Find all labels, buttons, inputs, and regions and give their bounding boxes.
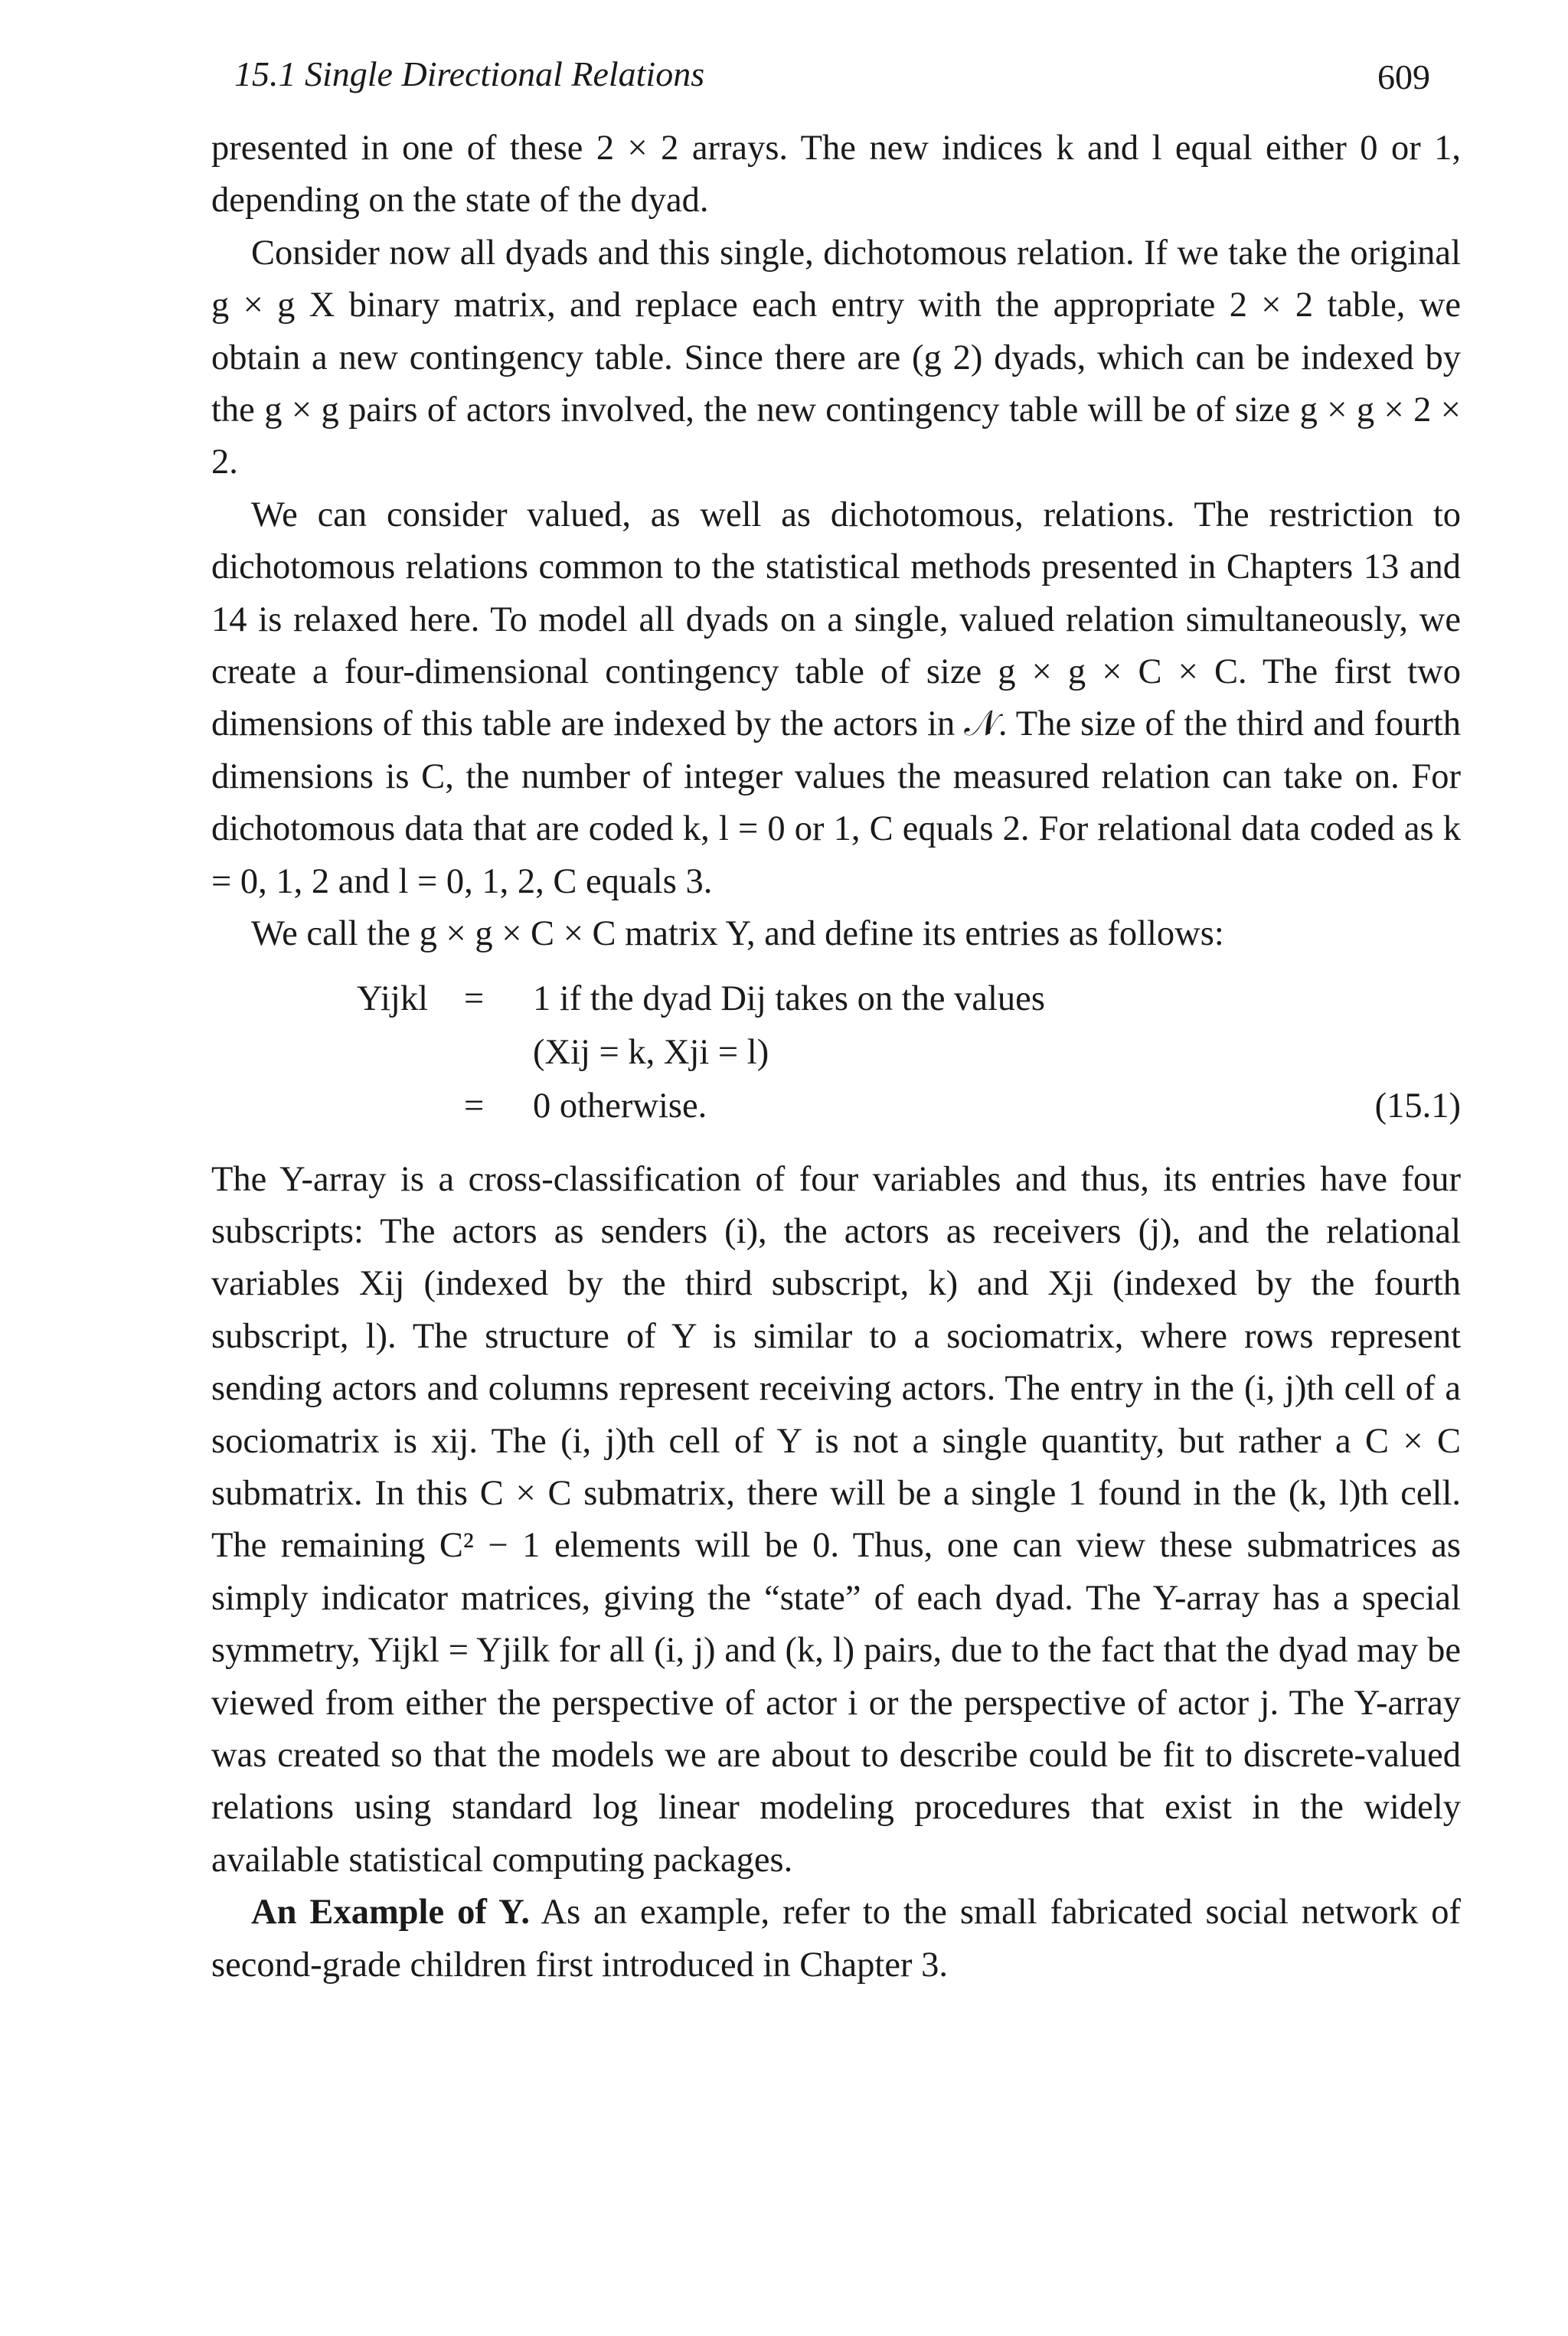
- paragraph-6-text: As an example, refer to the small fabricated social network of second-grade children first introduced in Chapter 3.: [211, 1893, 1461, 1985]
- equation-case-2: 0 otherwise.: [533, 1086, 707, 1126]
- equation-equals-2: =: [464, 1086, 485, 1126]
- section-heading: An Example of Y.: [251, 1893, 531, 1933]
- running-title: 15.1 Single Directional Relations: [234, 54, 705, 93]
- equation-condition: (Xij = k, Xji = l): [533, 1032, 769, 1072]
- paragraph-2: Consider now all dyads and this single, dichotomous relation. If we take the original g × g X binary matrix, and replace each entry with the appropriate 2 × 2 table, we obtain a new contingency table. Since there are (g 2) dyads, which can be indexed by the g × g pairs of actors involved, the new contingency table will be of size g × g × 2 × 2.: [211, 233, 1461, 482]
- equation-equals-1: =: [464, 979, 485, 1018]
- equation-number: (15.1): [1374, 1086, 1461, 1126]
- book-page: [211, 46, 1461, 1991]
- paragraph-6: [211, 1887, 1461, 1991]
- paragraph-1: presented in one of these 2 × 2 arrays. The new indices k and l equal either 0 or 1, depending on the state of the dyad.: [211, 129, 1461, 221]
- running-head: [211, 46, 1461, 100]
- equation-lhs: Yijkl: [357, 979, 429, 1018]
- equation-case-1: 1 if the dyad Dij takes on the values: [533, 979, 1045, 1018]
- body-text: [211, 123, 1461, 1991]
- equation-15-1: [211, 967, 1461, 1134]
- page-number: 609: [1377, 57, 1430, 96]
- paragraph-3: We can consider valued, as well as dichotomous, relations. The restriction to dichotomous relations common to the statistical methods presented in Chapters 13 and 14 is relaxed here. To model all dyads on a single, valued relation simultaneously, we create a four-dimensional contingency table of size g × g × C × C. The first two dimensions of this table are indexed by the actors in 𝒩. The size of the third and fourth dimensions is C, the number of integer values the measured relation can take on. For dichotomous data that are coded k, l = 0 or 1, C equals 2. For relational data coded as k = 0, 1, 2 and l = 0, 1, 2, C equals 3.: [211, 495, 1461, 901]
- paragraph-5: The Y-array is a cross-classification of four variables and thus, its entries have four subscripts: The actors as senders (i), the actors as receivers (j), and the relational variables Xij (indexed by the third subscript, k) and Xji (indexed by the fourth subscript, l). The structure of Y is similar to a sociomatrix, where rows represent sending actors and columns represent receiving actors. The entry in the (i, j)th cell of a sociomatrix is xij. The (i, j)th cell of Y is not a single quantity, but rather a C × C submatrix. In this C × C submatrix, there will be a single 1 found in the (k, l)th cell. The remaining C² − 1 elements will be 0. Thus, one can view these submatrices as simply indicator matrices, giving the “state” of each dyad. The Y-array has a special symmetry, Yijkl = Yjilk for all (i, j) and (k, l) pairs, due to the fact that the dyad may be viewed from either the perspective of actor i or the perspective of actor j. The Y-array was created so that the models we are about to describe could be fit to discrete-valued relations using standard log linear modeling procedures that exist in the widely available statistical computing packages.: [211, 1159, 1461, 1880]
- paragraph-4: We call the g × g × C × C matrix Y, and define its entries as follows:: [251, 914, 1224, 954]
